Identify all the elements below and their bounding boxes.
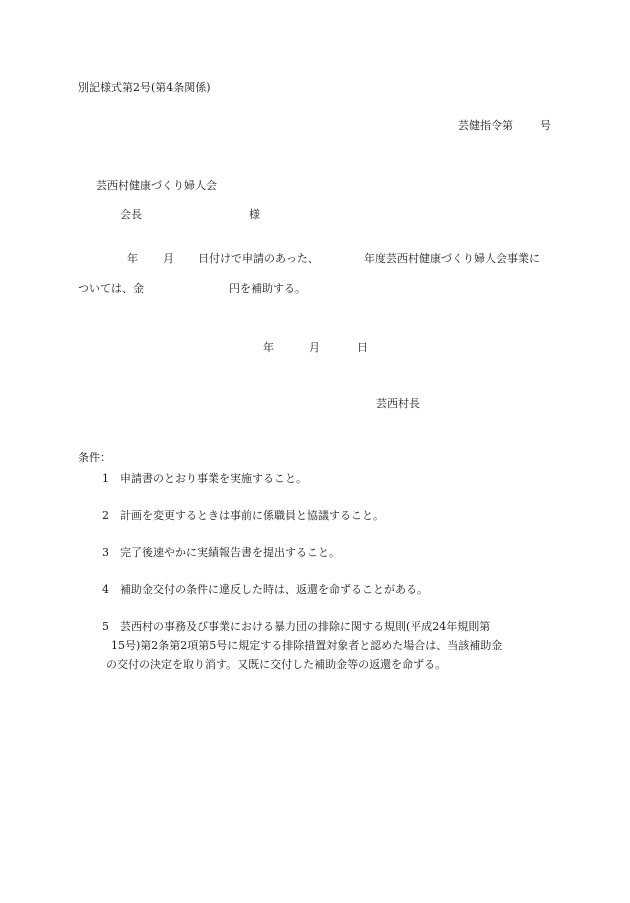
doc-number-suffix: 号 bbox=[540, 119, 551, 132]
condition-text: 補助金交付の条件に違反した時は、返還を命ずることがある。 bbox=[120, 583, 428, 596]
condition-number: 4 bbox=[102, 583, 109, 596]
body-amount-start: ついては、金 bbox=[78, 282, 144, 295]
body-month: 月 bbox=[163, 252, 174, 265]
recipient-honorific: 様 bbox=[249, 208, 260, 221]
issue-day: 日 bbox=[357, 341, 368, 354]
condition-text-line: の交付の決定を取り消す。又既に交付した補助金等の返還を命ずる。 bbox=[106, 658, 447, 671]
condition-text: 計画を変更するときは事前に係職員と協議すること。 bbox=[120, 509, 384, 522]
condition-text-line: 芸西村の事務及び事業における暴力団の排除に関する規則(平成24年規則第 bbox=[120, 620, 491, 633]
body-date-text: 日付けで申請のあった、 bbox=[198, 252, 319, 265]
body-project: 年度芸西村健康づくり婦人会事業に bbox=[364, 252, 540, 265]
issue-year: 年 bbox=[263, 341, 274, 354]
conditions-heading: 条件： bbox=[78, 451, 111, 464]
condition-number: 1 bbox=[102, 472, 109, 485]
issuer: 芸西村長 bbox=[376, 397, 420, 410]
condition-text-line: 15号)第2条第2項第5号に規定する排除措置対象者と認めた場合は、当該補助金 bbox=[111, 639, 503, 652]
doc-number-prefix: 芸健指令第 bbox=[458, 119, 513, 132]
form-header: 別記様式第2号(第4条関係) bbox=[78, 81, 211, 94]
recipient-title: 会長 bbox=[120, 208, 142, 221]
condition-number: 3 bbox=[102, 546, 109, 559]
issue-month: 月 bbox=[309, 341, 320, 354]
condition-number: 5 bbox=[102, 620, 109, 633]
body-year: 年 bbox=[127, 252, 138, 265]
condition-number: 2 bbox=[102, 509, 109, 522]
recipient-organization: 芸西村健康づくり婦人会 bbox=[96, 179, 217, 192]
body-amount-end: 円を補助する。 bbox=[229, 282, 306, 295]
condition-text: 申請書のとおり事業を実施すること。 bbox=[120, 472, 307, 485]
condition-text: 完了後速やかに実績報告書を提出すること。 bbox=[120, 546, 340, 559]
